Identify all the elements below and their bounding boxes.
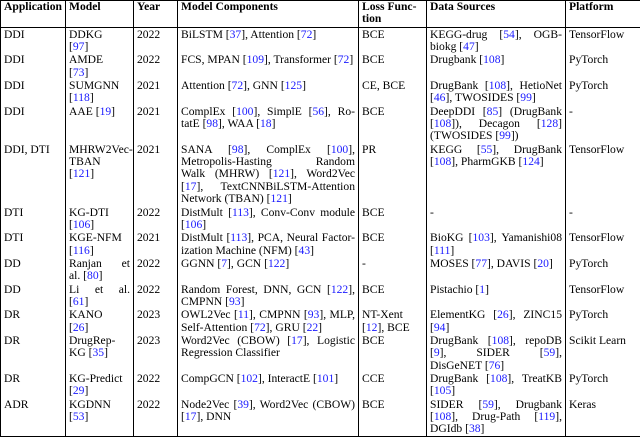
cell-components: [178, 206, 359, 232]
cell-model: [66, 105, 134, 143]
cell-line: Loss Func-: [362, 1, 423, 13]
cell-line: DTI: [4, 232, 62, 244]
table-row: [1, 105, 640, 143]
table-row: [1, 334, 640, 372]
cell-components: [178, 257, 359, 283]
cell-app: [1, 283, 66, 309]
cell-loss: [359, 308, 427, 334]
cell-loss: [359, 334, 427, 372]
cell-line: DTI: [4, 207, 62, 219]
cell-model: [66, 334, 134, 372]
cell-components: [178, 27, 359, 53]
cell-line: CMPNN [93]: [181, 296, 355, 308]
cell-line: DrugBank [108], TreatKB: [430, 373, 562, 385]
cell-model: [66, 257, 134, 283]
cell-model: [66, 53, 134, 79]
cell-line: Random Forest, DNN, GCN [122],: [181, 284, 355, 296]
cell-line: Regression Classifier: [181, 347, 355, 359]
cell-platform: [566, 372, 640, 398]
cell-year: [134, 308, 178, 334]
cell-line: TBAN: [69, 156, 130, 168]
cell-line: 2021: [137, 80, 174, 92]
cell-line: [12], BCE: [362, 322, 423, 334]
column-header-app: [1, 1, 66, 28]
header-row: [1, 1, 640, 28]
cell-line: DrugBank [108], repoDB: [430, 335, 562, 347]
cell-line: KANO: [69, 309, 130, 321]
table-row: [1, 53, 640, 79]
cell-line: OWL2Vec [11], CMPNN [93], MLP,: [181, 309, 355, 321]
cell-line: 2022: [137, 399, 174, 411]
cell-components: [178, 334, 359, 372]
cell-line: (TWOSIDES [99]): [430, 130, 562, 142]
cell-loss: [359, 231, 427, 257]
cell-line: [26]: [69, 322, 130, 334]
cell-app: [1, 372, 66, 398]
cell-model: [66, 283, 134, 309]
cell-sources: [427, 257, 566, 283]
cell-line: KG [35]: [69, 347, 130, 359]
cell-app: [1, 334, 66, 372]
cell-line: PyTorch: [569, 309, 637, 321]
cell-line: KG-Predict: [69, 373, 130, 385]
cell-year: [134, 398, 178, 437]
cell-sources: [427, 143, 566, 206]
cell-line: BCE: [362, 284, 423, 296]
cell-loss: [359, 143, 427, 206]
cell-line: SUMGNN: [69, 80, 130, 92]
cell-line: DDI, DTI: [4, 144, 62, 156]
cell-line: Scikit Learn: [569, 335, 637, 347]
cell-loss: [359, 283, 427, 309]
cell-line: [61]: [69, 296, 130, 308]
cell-platform: [566, 206, 640, 232]
cell-line: PyTorch: [569, 258, 637, 270]
cell-line: [111]: [430, 245, 562, 257]
cell-model: [66, 372, 134, 398]
cell-line: Platform: [569, 1, 637, 13]
cell-line: 2022: [137, 29, 174, 41]
cell-app: [1, 257, 66, 283]
cell-year: [134, 206, 178, 232]
cell-line: DDI: [4, 29, 62, 41]
cell-platform: [566, 308, 640, 334]
cell-platform: [566, 79, 640, 105]
cell-line: [53]: [69, 411, 130, 423]
cell-line: PyTorch: [569, 373, 637, 385]
table-row: [1, 283, 640, 309]
column-header-loss: [359, 1, 427, 28]
cell-line: Year: [137, 1, 174, 13]
cell-line: DisGeNET [76]: [430, 360, 562, 372]
cell-line: 2023: [137, 309, 174, 321]
cell-model: [66, 27, 134, 53]
cell-line: Attention [72], GNN [125]: [181, 80, 355, 92]
cell-year: [134, 257, 178, 283]
cell-year: [134, 283, 178, 309]
cell-components: [178, 53, 359, 79]
cell-components: [178, 372, 359, 398]
cell-components: [178, 105, 359, 143]
cell-model: [66, 206, 134, 232]
cell-line: ization Machine (NFM) [43]: [181, 245, 355, 257]
table-row: [1, 308, 640, 334]
cell-components: [178, 79, 359, 105]
cell-line: BCE: [362, 399, 423, 411]
cell-line: BCE: [362, 106, 423, 118]
cell-app: [1, 79, 66, 105]
cell-line: Drugbank [108]: [430, 54, 562, 66]
cell-line: 2023: [137, 335, 174, 347]
cell-line: 2022: [137, 373, 174, 385]
cell-components: [178, 231, 359, 257]
cell-line: BCE: [362, 335, 423, 347]
cell-loss: [359, 398, 427, 437]
cell-year: [134, 53, 178, 79]
cell-line: BCE: [362, 207, 423, 219]
cell-line: DDI: [4, 106, 62, 118]
cell-line: AAE [19]: [69, 106, 130, 118]
column-header-year: [134, 1, 178, 28]
cell-line: [121]: [69, 168, 130, 180]
cell-line: DD: [4, 258, 62, 270]
cell-line: [118]: [69, 92, 130, 104]
table-row: [1, 206, 640, 232]
cell-line: DDKG: [69, 29, 130, 41]
cell-line: NT-Xent: [362, 309, 423, 321]
cell-line: [108], PharmGKB [124]: [430, 156, 562, 168]
cell-line: CCE: [362, 373, 423, 385]
cell-line: ADR: [4, 399, 62, 411]
cell-line: tion: [362, 13, 423, 25]
cell-sources: [427, 283, 566, 309]
cell-components: [178, 283, 359, 309]
cell-line: ElementKG [26], ZINC15: [430, 309, 562, 321]
column-header-sources: [427, 1, 566, 28]
cell-components: [178, 308, 359, 334]
cell-line: BiLSTM [37], Attention [72]: [181, 29, 355, 41]
cell-line: Application: [4, 1, 62, 13]
cell-line: DR: [4, 373, 62, 385]
cell-line: BCE: [362, 29, 423, 41]
cell-sources: [427, 308, 566, 334]
cell-app: [1, 398, 66, 437]
cell-model: [66, 231, 134, 257]
cell-app: [1, 105, 66, 143]
cell-line: Walk (MHRW) [121], Word2Vec: [181, 168, 355, 180]
cell-line: BCE: [362, 54, 423, 66]
cell-model: [66, 79, 134, 105]
cell-line: [106]: [69, 219, 130, 231]
cell-sources: [427, 27, 566, 53]
column-header-platform: [566, 1, 640, 28]
cell-line: Self-Attention [72], GRU [22]: [181, 322, 355, 334]
cell-line: 2022: [137, 207, 174, 219]
cell-loss: [359, 206, 427, 232]
cell-line: Model Components: [181, 1, 355, 13]
column-header-components: [178, 1, 359, 28]
cell-line: biokg [47]: [430, 41, 562, 53]
cell-line: DrugBank [108], HetioNet: [430, 80, 562, 92]
cell-line: KGDNN: [69, 399, 130, 411]
cell-sources: [427, 79, 566, 105]
cell-line: 2022: [137, 258, 174, 270]
cell-line: PyTorch: [569, 80, 637, 92]
cell-app: [1, 206, 66, 232]
cell-line: Data Sources: [430, 1, 562, 13]
cell-line: Metropolis-Hasting Random: [181, 156, 355, 168]
cell-line: -: [569, 106, 637, 118]
cell-loss: [359, 372, 427, 398]
cell-line: FCS, MPAN [109], Transformer [72]: [181, 54, 355, 66]
cell-line: PyTorch: [569, 54, 637, 66]
cell-platform: [566, 27, 640, 53]
cell-line: MHRW2Vec-: [69, 144, 130, 156]
cell-line: BCE: [362, 232, 423, 244]
cell-line: [17], TextCNNBiLSTM-Attention: [181, 181, 355, 193]
cell-model: [66, 143, 134, 206]
cell-line: TensorFlow: [569, 284, 637, 296]
cell-line: -: [569, 207, 637, 219]
cell-loss: [359, 257, 427, 283]
cell-year: [134, 79, 178, 105]
cell-line: 2021: [137, 106, 174, 118]
cell-sources: [427, 53, 566, 79]
cell-line: CE, BCE: [362, 80, 423, 92]
cell-line: 2022: [137, 284, 174, 296]
cell-line: [73]: [69, 67, 130, 79]
cell-line: BioKG [103], Yamanishi08: [430, 232, 562, 244]
cell-line: tatE [98], WAA [18]: [181, 118, 355, 130]
cell-line: KG-DTI: [69, 207, 130, 219]
cell-line: KEGG [55], DrugBank: [430, 144, 562, 156]
cell-line: DR: [4, 309, 62, 321]
cell-line: Word2Vec (CBOW) [17], Logistic: [181, 335, 355, 347]
cell-sources: [427, 105, 566, 143]
cell-line: [46], TWOSIDES [99]: [430, 92, 562, 104]
cell-line: Node2Vec [39], Word2Vec (CBOW): [181, 399, 355, 411]
cell-line: DrugRep-: [69, 335, 130, 347]
cell-line: DGIdb [38]: [430, 423, 562, 435]
cell-line: [97]: [69, 41, 130, 53]
cell-line: TensorFlow: [569, 29, 637, 41]
cell-line: [116]: [69, 245, 130, 257]
cell-line: KEGG-drug [54], OGB-: [430, 29, 562, 41]
cell-model: [66, 308, 134, 334]
cell-line: [17], DNN: [181, 411, 355, 423]
cell-platform: [566, 231, 640, 257]
cell-year: [134, 143, 178, 206]
cell-platform: [566, 105, 640, 143]
table-row: [1, 27, 640, 53]
cell-sources: [427, 334, 566, 372]
cell-line: 2022: [137, 54, 174, 66]
cell-line: Model: [69, 1, 130, 13]
cell-loss: [359, 105, 427, 143]
cell-line: Keras: [569, 399, 637, 411]
cell-line: PR: [362, 144, 423, 156]
cell-line: [108]), Decagon [128]: [430, 118, 562, 130]
cell-line: SANA [98], ComplEx [100],: [181, 144, 355, 156]
cell-line: -: [362, 258, 423, 270]
cell-line: [105]: [430, 385, 562, 397]
cell-app: [1, 27, 66, 53]
cell-line: DeepDDI [85] (DrugBank: [430, 106, 562, 118]
cell-line: Li et al.: [69, 284, 130, 296]
cell-platform: [566, 398, 640, 437]
table-row: [1, 143, 640, 206]
cell-app: [1, 53, 66, 79]
table-row: [1, 398, 640, 437]
cell-sources: [427, 398, 566, 437]
cell-sources: [427, 231, 566, 257]
cell-year: [134, 231, 178, 257]
cell-line: 2021: [137, 232, 174, 244]
cell-platform: [566, 257, 640, 283]
table-row: [1, 231, 640, 257]
cell-line: ComplEx [100], SimplE [56], Ro-: [181, 106, 355, 118]
cell-line: -: [430, 207, 562, 219]
cell-model: [66, 398, 134, 437]
cell-app: [1, 143, 66, 206]
cell-year: [134, 105, 178, 143]
cell-app: [1, 231, 66, 257]
cell-loss: [359, 27, 427, 53]
cell-line: DDI: [4, 54, 62, 66]
cell-sources: [427, 372, 566, 398]
cell-line: DR: [4, 335, 62, 347]
cell-line: Ranjan et: [69, 258, 130, 270]
cell-line: 2021: [137, 144, 174, 156]
cell-line: CompGCN [102], InteractE [101]: [181, 373, 355, 385]
cell-platform: [566, 283, 640, 309]
cell-platform: [566, 143, 640, 206]
cell-line: GGNN [7], GCN [122]: [181, 258, 355, 270]
cell-line: DistMult [113], Conv-Conv module: [181, 207, 355, 219]
table-row: [1, 257, 640, 283]
column-header-model: [66, 1, 134, 28]
cell-line: DDI: [4, 80, 62, 92]
cell-line: DistMult [113], PCA, Neural Factor-: [181, 232, 355, 244]
cell-year: [134, 372, 178, 398]
cell-line: [106]: [181, 219, 355, 231]
cell-line: [29]: [69, 385, 130, 397]
cell-line: [9], SIDER [59],: [430, 347, 562, 359]
cell-platform: [566, 334, 640, 372]
cell-year: [134, 334, 178, 372]
cell-app: [1, 308, 66, 334]
cell-components: [178, 143, 359, 206]
cell-sources: [427, 206, 566, 232]
cell-loss: [359, 53, 427, 79]
cell-line: [94]: [430, 322, 562, 334]
cell-components: [178, 398, 359, 437]
cell-line: KGE-NFM: [69, 232, 130, 244]
cell-line: DD: [4, 284, 62, 296]
cell-line: TensorFlow: [569, 144, 637, 156]
cell-line: MOSES [77], DAVIS [20]: [430, 258, 562, 270]
cell-line: Pistachio [1]: [430, 284, 562, 296]
cell-year: [134, 27, 178, 53]
table-row: [1, 372, 640, 398]
cell-line: Network (TBAN) [121]: [181, 193, 355, 205]
cell-line: al. [80]: [69, 270, 130, 282]
cell-platform: [566, 53, 640, 79]
cell-line: [108], Drug-Path [119],: [430, 411, 562, 423]
cell-line: AMDE: [69, 54, 130, 66]
cell-line: TensorFlow: [569, 232, 637, 244]
table-row: [1, 79, 640, 105]
cell-loss: [359, 79, 427, 105]
cell-line: SIDER [59], Drugbank: [430, 399, 562, 411]
